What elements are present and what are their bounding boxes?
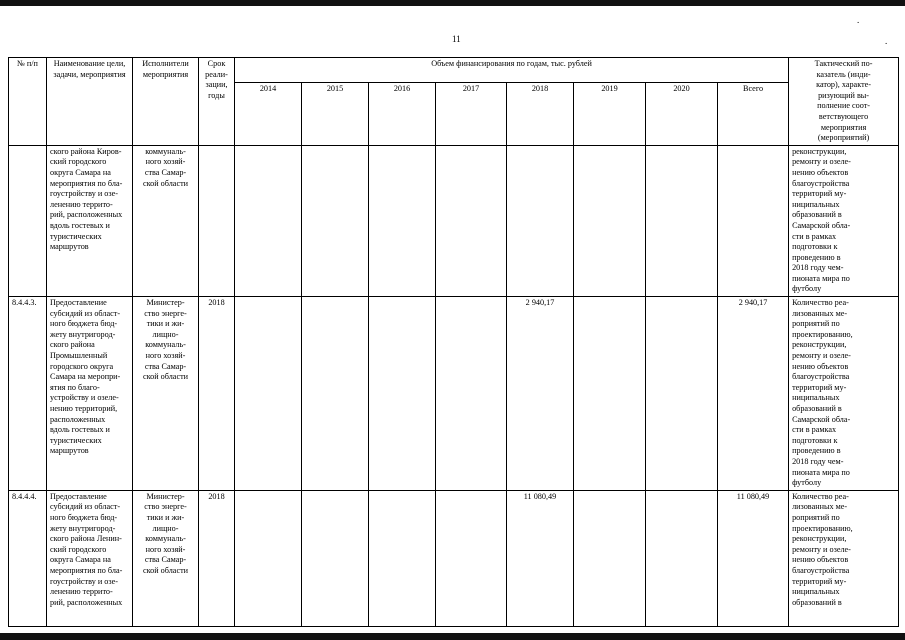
row-value: 2 940,17 bbox=[507, 297, 574, 491]
row-indicator: Количество реа- лизованных ме- роприятий по проектированию, реконструкции, ремонту и озеле- нению объектов благоустройства территорий му- ниципальных образований в Самарской обла- сти в рамках подготовки к проведению в 2018 году чем- пионата мира по футболу bbox=[789, 297, 899, 491]
row-value bbox=[574, 297, 646, 491]
row-value bbox=[235, 145, 302, 296]
row-total: 2 940,17 bbox=[718, 297, 789, 491]
row-executor: коммуналь- ного хозяй- ства Самар- ской области bbox=[133, 145, 199, 296]
header-term: Срок реали- зации, годы bbox=[199, 58, 235, 146]
row-value bbox=[302, 297, 369, 491]
row-total bbox=[718, 145, 789, 296]
financing-table bbox=[8, 57, 899, 627]
header-year: 2014 bbox=[235, 83, 302, 145]
table-row bbox=[9, 490, 899, 626]
header-year: 2020 bbox=[646, 83, 718, 145]
header-year: 2018 bbox=[507, 83, 574, 145]
header-finance: Объем финансирования по годам, тыс. рублей bbox=[235, 58, 789, 83]
row-indicator: реконструкции, ремонту и озеле- нению объектов благоустройства территорий му- ниципальных образований в Самарской обла- сти в рамках подготовки к проведению в 2018 году чем- пионата мира по футболу bbox=[789, 145, 899, 296]
scan-speck: . bbox=[857, 15, 860, 25]
row-indicator: Количество реа- лизованных ме- роприятий по проектированию, реконструкции, ремонту и озеле- нению объектов благоустройства территорий му- ниципальных образований в bbox=[789, 490, 899, 626]
row-name: Предоставление субсидий из област- ного бюджета бюд- жету внутригород- ского района Ленин- ский городского округа Самара на мероприятия по бла- гоустройству и озе- ленению террито- рий, расположенных bbox=[47, 490, 133, 626]
scan-speck: . bbox=[885, 36, 888, 46]
row-value bbox=[646, 145, 718, 296]
row-value bbox=[235, 297, 302, 491]
header-year: 2015 bbox=[302, 83, 369, 145]
row-value bbox=[436, 145, 507, 296]
row-term: 2018 bbox=[199, 297, 235, 491]
scan-top-border bbox=[0, 0, 905, 6]
row-name: ского района Киров- ский городского округа Самара на мероприятия по бла- гоустройству и озе- ленению террито- рий, расположенных вдоль гостевых и туристических маршрутов bbox=[47, 145, 133, 296]
row-value bbox=[507, 145, 574, 296]
row-value bbox=[436, 490, 507, 626]
header-total: Всего bbox=[718, 83, 789, 145]
header-year: 2019 bbox=[574, 83, 646, 145]
row-executor: Министер- ство энерге- тики и жи- лищно- коммуналь- ного хозяй- ства Самар- ской области bbox=[133, 490, 199, 626]
row-value bbox=[574, 145, 646, 296]
row-value bbox=[369, 490, 436, 626]
header-year: 2016 bbox=[369, 83, 436, 145]
row-total: 11 080,49 bbox=[718, 490, 789, 626]
row-executor: Министер- ство энерге- тики и жи- лищно- коммуналь- ного хозяй- ства Самар- ской области bbox=[133, 297, 199, 491]
row-value bbox=[646, 297, 718, 491]
row-value bbox=[302, 490, 369, 626]
row-value bbox=[369, 145, 436, 296]
row-term bbox=[199, 145, 235, 296]
row-value bbox=[646, 490, 718, 626]
header-executor: Исполнители мероприятия bbox=[133, 58, 199, 146]
header-num: № п/п bbox=[9, 58, 47, 146]
header-indicator: Тактический по- казатель (инди- катор), характе- ризующий вы- полнение соот- ветствующего мероприятия (мероприятий) bbox=[789, 58, 899, 146]
row-term: 2018 bbox=[199, 490, 235, 626]
scan-bottom-border bbox=[0, 633, 905, 640]
row-value bbox=[302, 145, 369, 296]
row-name: Предоставление субсидий из област- ного бюджета бюд- жету внутригород- ского района Промышленный городского округа Самара на меропри- ятия по благо- устройству и озеле- нению территорий, расположенных вдоль гостевых и туристических маршрутов bbox=[47, 297, 133, 491]
row-num: 8.4.4.4. bbox=[9, 490, 47, 626]
row-value bbox=[369, 297, 436, 491]
row-num bbox=[9, 145, 47, 296]
row-value bbox=[574, 490, 646, 626]
table-row bbox=[9, 145, 899, 296]
table-row bbox=[9, 297, 899, 491]
row-value: 11 080,49 bbox=[507, 490, 574, 626]
row-value bbox=[436, 297, 507, 491]
header-name: Наименование цели, задачи, мероприятия bbox=[47, 58, 133, 146]
row-num: 8.4.4.3. bbox=[9, 297, 47, 491]
header-year: 2017 bbox=[436, 83, 507, 145]
row-value bbox=[235, 490, 302, 626]
page-number: 11 bbox=[452, 34, 461, 44]
